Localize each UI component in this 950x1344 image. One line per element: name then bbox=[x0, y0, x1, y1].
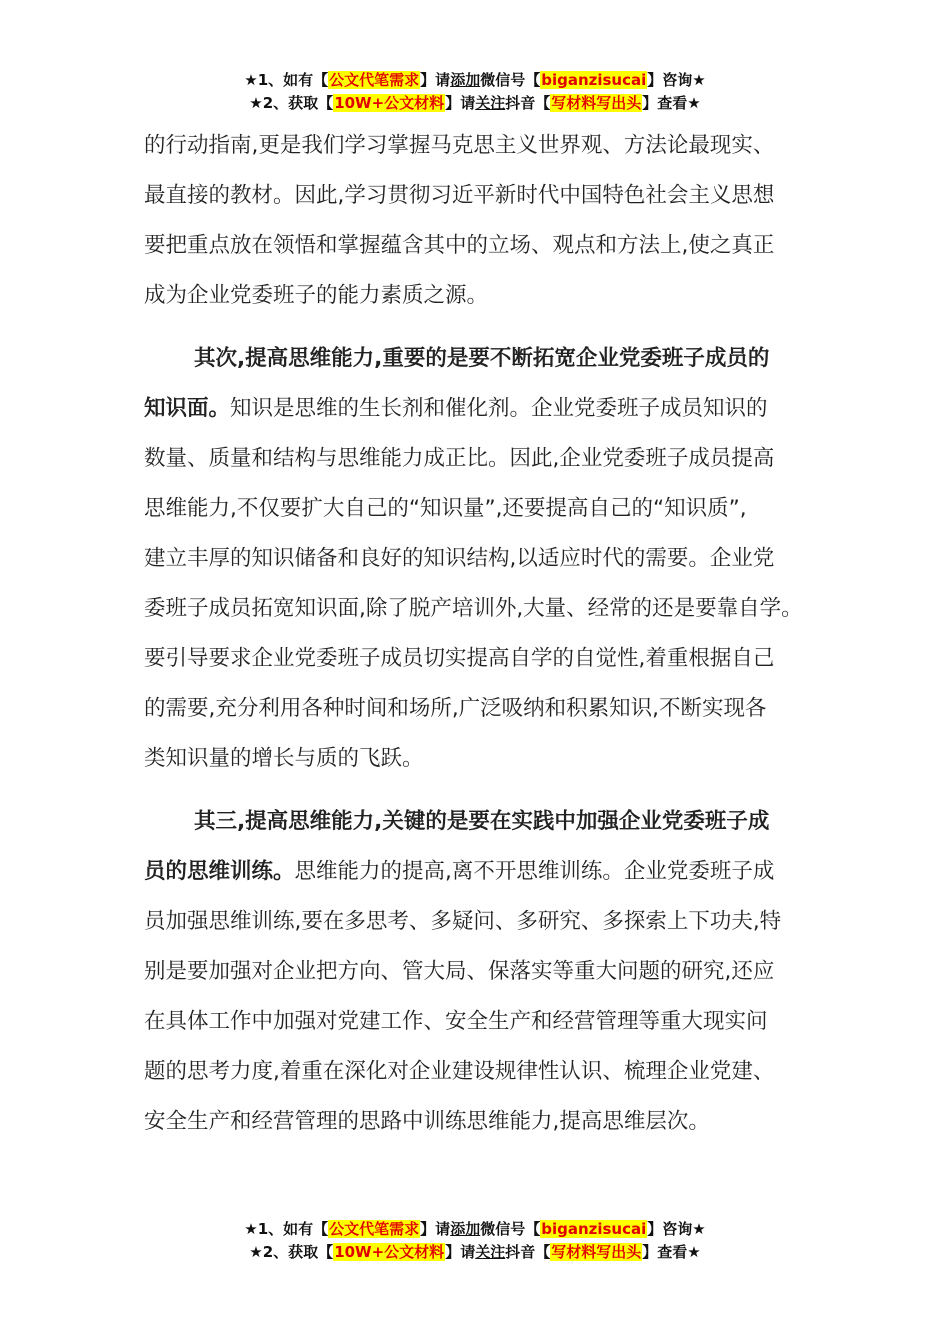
text-line: 员加强思维训练,要在多思考、多疑问、多研究、多探索上下功夫,特 bbox=[144, 909, 782, 934]
promo-text: 】查看★ bbox=[642, 1243, 701, 1261]
text-line: 题的思考力度,着重在深化对企业建设规律性认识、梳理企业党建、 bbox=[144, 1059, 775, 1084]
paragraph-heading: 其三,提高思维能力,关键的是要在实践中加强企业党委班子成 bbox=[194, 809, 770, 834]
promo-text: 】请 bbox=[445, 94, 476, 112]
promo-text: 】咨询★ bbox=[647, 1220, 706, 1238]
text-run: 知识是思维的生长剂和催化剂。企业党委班子成员知识的 bbox=[230, 396, 768, 421]
promo-text: 】请 bbox=[420, 71, 451, 89]
promo-line-2 bbox=[0, 92, 950, 115]
promo-line-1 bbox=[0, 1218, 950, 1241]
document-body bbox=[144, 121, 824, 1147]
underlined-add: 添加 bbox=[450, 1220, 481, 1238]
text-line bbox=[144, 384, 824, 434]
paragraph-1 bbox=[144, 121, 824, 321]
highlight-wechat-id: biganzisucai bbox=[541, 1220, 647, 1238]
highlight-materials: 10W+公文材料 bbox=[334, 1243, 445, 1261]
heading-tail: 员的思维训练。 bbox=[144, 859, 295, 884]
promo-text: 】请 bbox=[445, 1243, 476, 1261]
promo-text: 】咨询★ bbox=[647, 71, 706, 89]
promo-text: 抖音【 bbox=[505, 1243, 551, 1261]
text-line: 要把重点放在领悟和掌握蕴含其中的立场、观点和方法上,使之真正 bbox=[144, 233, 775, 258]
text-line: 最直接的教材。因此,学习贯彻习近平新时代中国特色社会主义思想 bbox=[144, 183, 775, 208]
text-line: 成为企业党委班子的能力素质之源。 bbox=[144, 283, 489, 308]
paragraph-heading: 其次,提高思维能力,重要的是要不断拓宽企业党委班子成员的 bbox=[194, 346, 770, 371]
underlined-follow: 关注 bbox=[475, 94, 506, 112]
text-line bbox=[144, 847, 824, 897]
promo-text: 微信号【 bbox=[480, 71, 541, 89]
promo-text: 抖音【 bbox=[505, 94, 551, 112]
text-line: 委班子成员拓宽知识面,除了脱产培训外,大量、经常的还是要靠自学。 bbox=[144, 596, 803, 621]
text-run: 思维能力的提高,离不开思维训练。企业党委班子成 bbox=[294, 859, 775, 884]
text-line: 思维能力,不仅要扩大自己的“知识量”,还要提高自己的“知识质”, bbox=[144, 496, 747, 521]
text-line: 建立丰厚的知识储备和良好的知识结构,以适应时代的需要。企业党 bbox=[144, 546, 775, 571]
promo-text: ★2、获取【 bbox=[249, 94, 334, 112]
promo-text: 】请 bbox=[420, 1220, 451, 1238]
text-line: 在具体工作中加强对党建工作、安全生产和经营管理等重大现实问 bbox=[144, 1009, 768, 1034]
highlight-materials: 10W+公文材料 bbox=[334, 94, 445, 112]
promo-text: ★1、如有【 bbox=[244, 71, 329, 89]
promo-banner-bottom bbox=[0, 1218, 950, 1264]
text-line: 数量、质量和结构与思维能力成正比。因此,企业党委班子成员提高 bbox=[144, 446, 775, 471]
promo-text: ★2、获取【 bbox=[249, 1243, 334, 1261]
promo-line-2 bbox=[0, 1241, 950, 1264]
promo-text: 】查看★ bbox=[642, 94, 701, 112]
paragraph-2 bbox=[144, 334, 824, 784]
underlined-add: 添加 bbox=[450, 71, 481, 89]
promo-text: ★1、如有【 bbox=[244, 1220, 329, 1238]
highlight-service: 公文代笔需求 bbox=[329, 1220, 420, 1238]
underlined-follow: 关注 bbox=[475, 1243, 506, 1261]
text-line: 的需要,充分利用各种时间和场所,广泛吸纳和积累知识,不断实现各 bbox=[144, 696, 767, 721]
highlight-wechat-id: biganzisucai bbox=[541, 71, 647, 89]
highlight-service: 公文代笔需求 bbox=[329, 71, 420, 89]
highlight-douyin-name: 写材料写出头 bbox=[551, 1243, 642, 1261]
heading-tail: 知识面。 bbox=[144, 396, 231, 421]
promo-text: 微信号【 bbox=[480, 1220, 541, 1238]
promo-banner-top bbox=[0, 69, 950, 115]
text-line: 要引导要求企业党委班子成员切实提高自学的自觉性,着重根据自己 bbox=[144, 646, 775, 671]
text-line: 类知识量的增长与质的飞跃。 bbox=[144, 746, 424, 771]
promo-line-1 bbox=[0, 69, 950, 92]
text-line: 安全生产和经营管理的思路中训练思维能力,提高思维层次。 bbox=[144, 1109, 710, 1134]
text-line: 的行动指南,更是我们学习掌握马克思主义世界观、方法论最现实、 bbox=[144, 133, 775, 158]
paragraph-3 bbox=[144, 797, 824, 1147]
highlight-douyin-name: 写材料写出头 bbox=[551, 94, 642, 112]
text-line: 别是要加强对企业把方向、管大局、保落实等重大问题的研究,还应 bbox=[144, 959, 775, 984]
